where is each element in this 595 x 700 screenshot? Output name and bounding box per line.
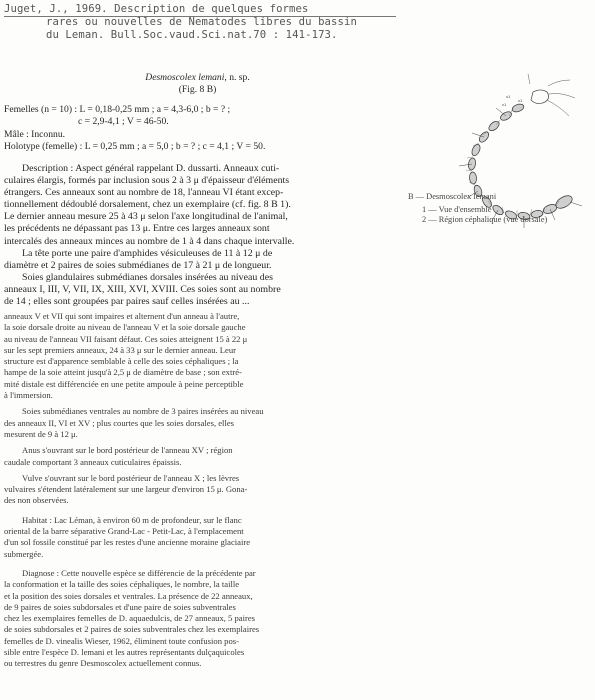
text-line: Vulve s'ouvrant sur le bord postérieur de l'anneau X ; les lèvres xyxy=(22,472,240,483)
text-line: d'un sol fossile constitué par les restes d'une ancienne moraine glaciaire xyxy=(4,537,251,548)
description-paragraph xyxy=(4,163,391,308)
text-line: vulvaires s'étendent latéralement sur une largeur d'environ 15 μ. Gona- xyxy=(4,484,248,495)
figure-caption xyxy=(408,192,595,225)
text-line: à l'immersion. xyxy=(4,390,53,401)
females-measurements-1: Femelles (n = 10) : L = 0,18-0,25 mm ; a = 4,3-6,0 ; b = ? ; xyxy=(4,104,231,115)
text-line: mesurent de 9 à 12 μ. xyxy=(4,428,78,439)
text-line: structure est d'apparence semblable à celle des soies céphaliques ; la xyxy=(4,356,239,367)
text-line: au niveau de l'anneau VII faisant défaut. Ces soies atteignent 15 à 22 μ xyxy=(4,333,248,344)
species-suffix: , n. sp. xyxy=(224,72,250,83)
text-line: Habitat : Lac Léman, à environ 60 m de profondeur, sur le flanc xyxy=(22,514,242,525)
caption-title: B — Desmoscolex lemani xyxy=(408,192,497,201)
reference-line-3: du Leman. Bull.Soc.vaud.Sci.nat.70 : 141-173. xyxy=(46,29,338,41)
species-title-block xyxy=(4,72,391,96)
svg-text:x1: x1 xyxy=(506,94,511,99)
description-line: anneaux I, III, V, VII, IX, XIII, XVI, XVIII. Ces soies sont au nombre xyxy=(4,283,281,295)
caption-item-2: 2 — Région céphalique (vue dorsale) xyxy=(422,215,548,224)
male-note: Mâle : Inconnu. xyxy=(4,129,66,141)
text-line: de soies subdorsales et 2 paires de soies subventrales chez les exemplaires xyxy=(4,624,260,635)
text-line: chez les exemplaires femelles de D. aquaedulcis, de 27 anneaux, 5 paires xyxy=(4,613,256,624)
description-line: de 14 ; elles sont groupées par paires sauf celles insérées au ... xyxy=(4,296,250,308)
reference-rule xyxy=(4,16,396,17)
caption-item-1: 1 — Vue d'ensemble xyxy=(422,205,492,214)
description-line: les précédents ne dépassant pas 13 μ. Entre ces larges anneaux sont xyxy=(4,223,270,235)
text-line: anneaux V et VII qui sont impaires et alternent d'un anneau à l'autre, xyxy=(4,311,240,321)
description-line: diamètre et 2 paires de soies submédianes de 17 à 21 μ de longueur. xyxy=(4,259,272,271)
text-line: des non observées. xyxy=(4,495,69,506)
text-line: et la position des soies dorsales et ventrales. La présence de 22 anneaux, xyxy=(4,590,253,601)
figure-reference: (Fig. 8 B) xyxy=(178,84,217,95)
measurements xyxy=(4,104,391,152)
species-name: Desmoscolex lemani xyxy=(145,72,225,83)
svg-text:x1: x1 xyxy=(518,98,523,103)
text-line: sur les sept premiers anneaux, 24 à 33 μ sur le dernier anneau. Leur xyxy=(4,344,237,355)
description-line: tionnellement dédoublé dorsalement, chez un exemplaire (cf. fig. 8 B 1). xyxy=(4,199,291,211)
text-line: femelles de D. vinealis Wieser, 1962, éliminent toute confusion pos- xyxy=(4,635,239,646)
text-line: Anus s'ouvrant sur le bord postérieur de l'anneau XV ; région xyxy=(22,445,233,456)
lower-text xyxy=(4,311,391,670)
reference-header xyxy=(4,3,424,42)
text-line: Soies submédianes ventrales au nombre de 3 paires insérées au niveau xyxy=(22,406,264,417)
description-line: La tête porte une paire d'amphides vésiculeuses de 11 à 12 μ de xyxy=(22,247,273,259)
text-line: sible entre l'espèce D. lemani et les autres représentants dulçaquicoles xyxy=(4,647,245,658)
svg-text:x1: x1 xyxy=(502,102,507,107)
text-line: des anneaux II, VI et XV ; plus courtes que les soies dorsales, elles xyxy=(4,417,234,428)
description-line: étrangers. Ces anneaux sont au nombre de 18, l'anneau VI étant excep- xyxy=(4,187,284,199)
females-measurements-2: c = 2,9-4,1 ; V = 46-50. xyxy=(78,115,169,127)
text-line: submergée. xyxy=(4,548,44,559)
reference-line-1: Juget, J., 1969. Description de quelques formes xyxy=(4,3,309,15)
text-line: la conformation et la taille des soies céphaliques, le nombre, la taille xyxy=(4,579,240,590)
description-line: Le dernier anneau mesure 25 à 43 μ selon l'axe longitudinal de l'animal, xyxy=(4,211,288,223)
text-line: de 9 paires de soies subdorsales et d'une paire de soies subventrales xyxy=(4,601,236,612)
text-line: hampe de la soie atteint jusqu'à 2,5 μ de diamètre de base ; son extré- xyxy=(4,367,242,378)
description-line: intercalés des anneaux minces au nombre de 1 à 4 dans chaque intervalle. xyxy=(4,235,295,247)
text-line: Diagnose : Cette nouvelle espèce se différencie de la précédente par xyxy=(22,567,256,578)
description-line: Soies glandulaires submédianes dorsales insérées au niveau des xyxy=(22,271,273,283)
text-line: oriental de la barre séparative Grand-Lac - Petit-Lac, à l'emplacement xyxy=(4,526,244,537)
description-line: culaires élargis, formés par inclusion sous 2 à 3 μ d'épaisseur d'éléments xyxy=(4,175,290,187)
text-line: mité distale est différenciée en une petite ampoule à peine perceptible xyxy=(4,378,244,389)
reference-line-2: rares ou nouvelles de Nematodes libres du bassin xyxy=(46,16,357,28)
nematode-illustration xyxy=(398,64,595,274)
holotype-measurements: Holotype (femelle) : L = 0,25 mm ; a = 5,0 ; b = ? ; c = 4,1 ; V = 50. xyxy=(4,140,266,152)
text-line: ou terrestres du genre Desmoscolex actuellement connus. xyxy=(4,658,202,669)
text-line: la soie dorsale droite au niveau de l'anneau V et la soie dorsale gauche xyxy=(4,322,246,333)
text-line: caudale comportant 3 anneaux cuticulaires épaissis. xyxy=(4,456,182,467)
description-line: Description : Aspect général rappelant D. dussarti. Anneaux cuti- xyxy=(22,163,280,174)
